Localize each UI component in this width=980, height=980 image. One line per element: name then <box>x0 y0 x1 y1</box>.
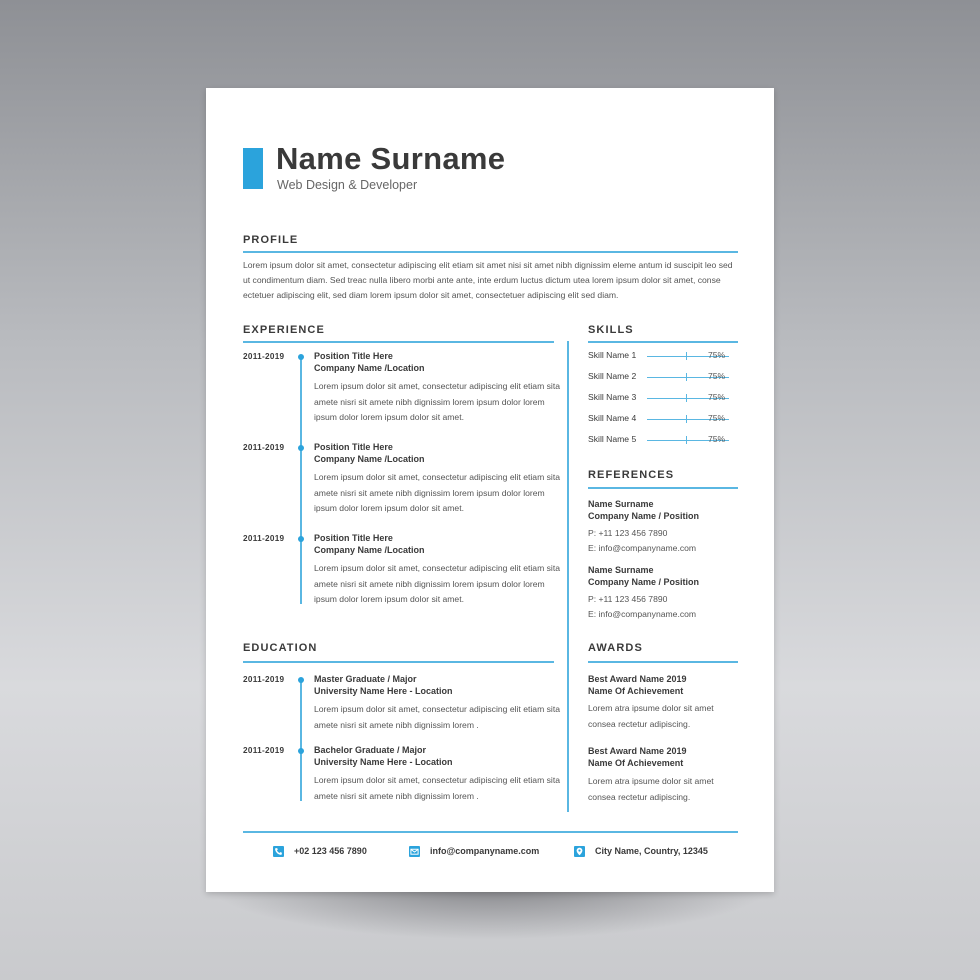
experience-company: Company Name /Location <box>314 454 425 464</box>
award-name: Best Award Name 2019 <box>588 674 687 684</box>
experience-desc: Lorem ipsum dolor sit amet, consectetur adipiscing elit etiam sita amete nisri sit amete nibh dignissim lorem ipsum dolor lorem ipsum dolor lorem ipsum dolor sit amet. <box>314 381 560 422</box>
reference-email: E: info@companyname.com <box>588 543 697 553</box>
reference-company: Company Name / Position <box>588 511 700 521</box>
mail-icon <box>409 846 420 857</box>
award-desc: Lorem atra ipsume dolor sit amet consea rectetur adipiscing. <box>588 776 714 802</box>
skill-name: Skill Name 2 <box>588 371 637 381</box>
experience-desc: Lorem ipsum dolor sit amet, consectetur adipiscing elit etiam sita amete nisri sit amete nibh dignissim lorem ipsum dolor lorem ipsum dolor lorem ipsum dolor sit amet. <box>314 563 560 604</box>
skill-level-marker <box>686 436 687 444</box>
experience-desc: Lorem ipsum dolor sit amet, consectetur adipiscing elit etiam sita amete nisri sit amete nibh dignissim lorem ipsum dolor lorem ipsum dolor lorem ipsum dolor sit amet. <box>314 472 560 513</box>
reference-company: Company Name / Position <box>588 577 700 587</box>
column-divider <box>567 341 569 812</box>
resume-subtitle: Web Design & Developer <box>277 178 418 192</box>
experience-position: Position Title Here <box>314 351 393 361</box>
skill-percent: 75% <box>708 371 726 381</box>
timeline-dot <box>298 536 304 542</box>
education-date: 2011-2019 <box>243 746 285 755</box>
skill-row <box>588 350 738 362</box>
skill-level-marker <box>686 373 687 381</box>
experience-date: 2011-2019 <box>243 534 285 543</box>
timeline-dot <box>298 677 304 683</box>
footer-phone-text: +02 123 456 7890 <box>294 846 367 856</box>
skill-row <box>588 434 738 446</box>
references-rule <box>588 487 738 489</box>
reference-name: Name Surname <box>588 565 654 575</box>
skill-percent: 75% <box>708 413 726 423</box>
education-school: University Name Here - Location <box>314 686 453 696</box>
education-degree: Bachelor Graduate / Major <box>314 745 427 755</box>
location-icon <box>574 846 585 857</box>
skill-name: Skill Name 3 <box>588 392 637 402</box>
skill-row <box>588 413 738 425</box>
skill-level-marker <box>686 394 687 402</box>
skill-level-marker <box>686 352 687 360</box>
education-rule <box>243 661 554 663</box>
education-heading: EDUCATION <box>243 642 318 654</box>
experience-company: Company Name /Location <box>314 363 425 373</box>
skill-level-marker <box>686 415 687 423</box>
education-date: 2011-2019 <box>243 675 285 684</box>
experience-rule <box>243 341 554 343</box>
education-desc: Lorem ipsum dolor sit amet, consectetur adipiscing elit etiam sita amete nisri sit amete nibh dignissim lorem . <box>314 775 560 801</box>
experience-date: 2011-2019 <box>243 443 285 452</box>
timeline-dot <box>298 748 304 754</box>
resume-name: Name Surname <box>276 141 506 176</box>
skill-row <box>588 392 738 404</box>
profile-heading: PROFILE <box>243 234 299 246</box>
reference-phone: P: +11 123 456 7890 <box>588 594 668 604</box>
footer-email-text: info@companyname.com <box>430 846 540 856</box>
reference-email: E: info@companyname.com <box>588 609 697 619</box>
experience-timeline <box>300 356 302 604</box>
experience-heading: EXPERIENCE <box>243 324 325 336</box>
profile-text: Lorem ipsum dolor sit amet, consectetur adipiscing elit etiam sit amet nisi sit amet nibh dignissim eleme antum id suscipit leo sed ut condimentum diam. Sed treac nulla libero morbi ante ante, inte erdum luctus dictum utea lorem ipsum dolor sit amet, conse ectetuer adipiscing elit, sed diam lorem ipsum dolor sit amet, consectetuer adipiscing elit sed diam. <box>243 260 733 300</box>
awards-heading: AWARDS <box>588 642 643 654</box>
references-heading: REFERENCES <box>588 469 675 481</box>
skill-percent: 75% <box>708 392 726 402</box>
experience-date: 2011-2019 <box>243 352 285 361</box>
footer-rule <box>243 831 738 833</box>
education-school: University Name Here - Location <box>314 757 453 767</box>
experience-company: Company Name /Location <box>314 545 425 555</box>
skill-percent: 75% <box>708 350 726 360</box>
header-accent-bar <box>243 148 263 189</box>
experience-position: Position Title Here <box>314 442 393 452</box>
education-timeline <box>300 678 302 801</box>
award-name: Best Award Name 2019 <box>588 746 687 756</box>
awards-rule <box>588 661 738 663</box>
experience-position: Position Title Here <box>314 533 393 543</box>
timeline-dot <box>298 445 304 451</box>
skill-percent: 75% <box>708 434 726 444</box>
skills-rule <box>588 341 738 343</box>
skill-name: Skill Name 4 <box>588 413 637 423</box>
timeline-dot <box>298 354 304 360</box>
reference-name: Name Surname <box>588 499 654 509</box>
reference-phone: P: +11 123 456 7890 <box>588 528 668 538</box>
education-degree: Master Graduate / Major <box>314 674 417 684</box>
skill-row <box>588 371 738 383</box>
resume-page <box>206 88 774 892</box>
award-achievement: Name Of Achievement <box>588 758 684 768</box>
skill-name: Skill Name 1 <box>588 350 637 360</box>
skill-name: Skill Name 5 <box>588 434 637 444</box>
skills-heading: SKILLS <box>588 324 634 336</box>
profile-rule <box>243 251 738 253</box>
education-desc: Lorem ipsum dolor sit amet, consectetur adipiscing elit etiam sita amete nisri sit amete nibh dignissim lorem . <box>314 704 560 730</box>
award-achievement: Name Of Achievement <box>588 686 684 696</box>
award-desc: Lorem atra ipsume dolor sit amet consea rectetur adipiscing. <box>588 703 714 729</box>
phone-icon <box>273 846 284 857</box>
footer-address-text: City Name, Country, 12345 <box>595 846 708 856</box>
